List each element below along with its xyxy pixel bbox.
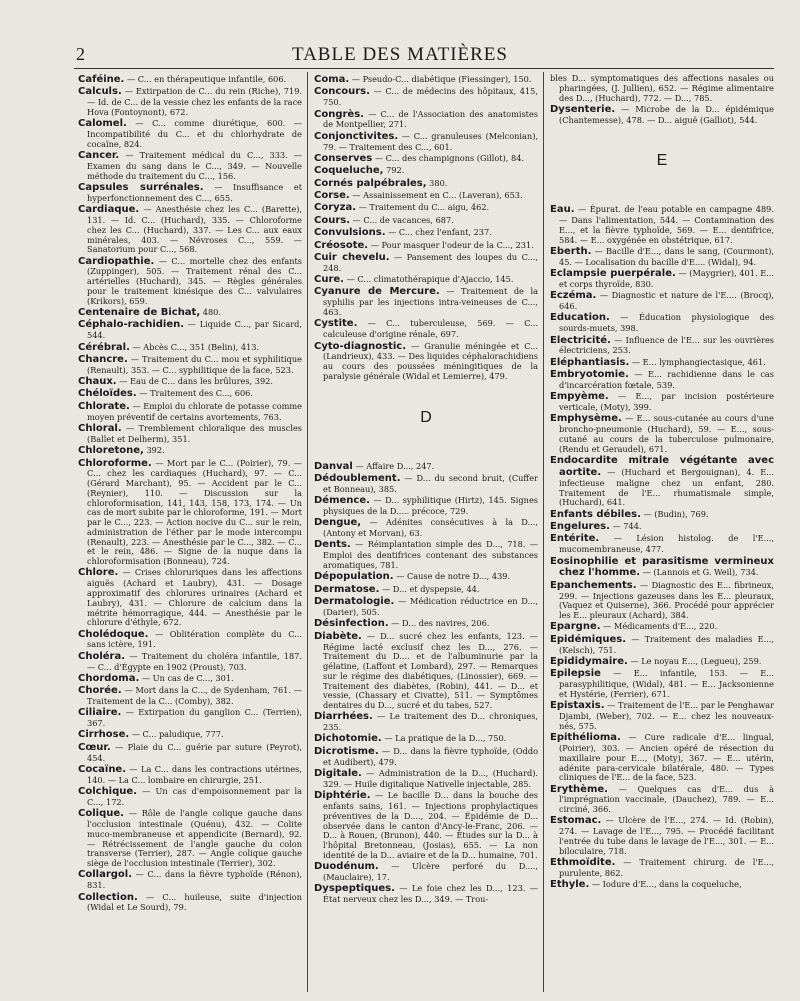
entry-keyword: Dicrotisme.: [314, 745, 379, 757]
entry-keyword: Eclampsie puerpérale.: [550, 268, 676, 280]
entry-keyword: Démence.: [314, 495, 370, 507]
index-entry: [550, 268, 774, 290]
index-entry: [314, 746, 538, 768]
entry-keyword: Ethyle.: [550, 879, 590, 891]
index-entry: [314, 227, 538, 239]
entry-keyword: Cocaïne.: [78, 764, 127, 776]
entry-text: — C... chez l'enfant, 237.: [388, 227, 492, 238]
entry-keyword: Concours.: [314, 86, 370, 98]
index-entry: [314, 631, 538, 711]
entry-text: — Diagnostic et nature de l'E.... (Brocq), 646.: [559, 290, 774, 312]
index-entry: [78, 182, 302, 204]
entry-keyword: Conjonctivites.: [314, 130, 399, 142]
entry-text: 380.: [429, 177, 448, 188]
index-entry: [314, 711, 538, 733]
entry-text: — Traitement chirurg. de l'E..., purulente, 862.: [559, 857, 774, 878]
entry-keyword: Colique.: [78, 808, 124, 820]
index-entry: [314, 473, 538, 495]
entry-text: — Microbe de la D... épidémique (Chantemesse), 478. — D... aiguë (Galliot), 544.: [559, 103, 774, 125]
entry-text: bles D... symptomatiques des affections nasales ou pharingées, (J. Jullien), 652. — Régime alimentaire des D..., (Huchard), 772. — D..., 785.: [550, 74, 774, 103]
index-entry: [550, 732, 774, 783]
index-entry: [550, 74, 774, 103]
index-entry: [314, 202, 538, 214]
entry-keyword: Calculs.: [78, 86, 122, 98]
entry-text: — Tremblement chloralique des muscles (Ballet et Delherm), 351.: [87, 422, 302, 444]
entry-text: — Diagnostic des E... fibrineux, 299. — Injections gazeuses dans les E... pleuraux, (Vaquez et Quiserne), 366. Procédé pour apprécier les E... pleuraux (Achard), 384.: [559, 579, 774, 621]
section-letter: D: [420, 408, 432, 426]
entry-text: — C... tuberculeuse, 569. — C... calculeuse d'origine rénale, 697.: [323, 318, 538, 340]
index-entry: [314, 190, 538, 202]
index-entry: [550, 369, 774, 391]
entry-text: — Pseudo-C... diabétique (Fiessinger), 150.: [351, 74, 532, 84]
entry-text: — Affaire D..., 247.: [355, 460, 435, 471]
index-entry: [314, 584, 538, 596]
entry-text: — Mort dans la C..., de Sydenham, 761. — Traitement de la C... (Comby), 382.: [87, 685, 302, 707]
index-entry: [550, 455, 774, 508]
entry-text: — C... granuleuses (Melconian), 79. — Traitement des C..., 601.: [323, 130, 538, 152]
entry-text: — Traitement de la syphilis par les injections intra-veineuses de C..., 463.: [323, 286, 538, 318]
index-entry: [314, 883, 538, 905]
entry-text: — (Budin), 769.: [643, 508, 709, 519]
entry-keyword: Convulsions.: [314, 227, 386, 239]
index-entry: [78, 376, 302, 388]
entry-text: — C... de vacances, 687.: [352, 214, 454, 225]
index-entry: [314, 341, 538, 382]
index-entry: [78, 445, 302, 457]
index-entry: [550, 246, 774, 268]
entry-keyword: Embryotomie.: [550, 369, 629, 381]
entry-text: — Extirpation de C... du rein (Riche), 719. — Id. de C... de la vessie chez les enfants de la race Hova (Fontoynont), 672.: [87, 86, 302, 118]
index-entry: [550, 391, 774, 413]
index-entry: [78, 118, 302, 149]
index-entry: [550, 634, 774, 656]
index-entry: [550, 521, 774, 533]
entry-keyword: Cuir chevelu.: [314, 251, 390, 263]
entry-text: — Abcès C..., 351 (Belin), 413.: [132, 341, 260, 352]
entry-keyword: Chordoma.: [78, 672, 140, 684]
index-entry: [314, 539, 538, 570]
entry-keyword: Chaux.: [78, 376, 117, 388]
entry-keyword: Céphalo-rachidien.: [78, 319, 185, 331]
entry-keyword: Dermatologie.: [314, 596, 395, 608]
index-entry: [78, 354, 302, 376]
entry-text: — C... des champignons (Gillot), 84.: [374, 152, 525, 163]
entry-keyword: Colchique.: [78, 786, 137, 798]
entry-keyword: Cérébral.: [78, 341, 130, 353]
index-entry: [78, 204, 302, 255]
entry-text: — E... sous-cutanée au cours d'une broncho-pneumonie (Huchard), 59. — E..., sous-cutané au cours de la tuberculose pulmonaire, (Rendu et Geraudel), 671.: [559, 413, 774, 454]
entry-keyword: Entérite.: [550, 533, 600, 545]
entry-text: — C... comme diurétique, 600. — Incompatibilité du C... et du chlorhydrate de cocaïne, 824.: [87, 118, 302, 149]
entry-text: — Iodure d'E..., dans la coqueluche,: [591, 879, 742, 890]
entry-keyword: Chloral.: [78, 422, 122, 434]
entry-text: — C... dans la fièvre typhoïde (Rénon), 831.: [87, 869, 302, 891]
entry-text: — C... paludique, 777.: [131, 729, 224, 740]
entry-keyword: Epididymaire.: [550, 655, 628, 667]
entry-keyword: Education.: [550, 312, 610, 324]
entry-keyword: Chloretone,: [78, 445, 144, 457]
entry-text: — Traitement du C... aigu, 462.: [358, 202, 490, 213]
index-entry: [314, 861, 538, 883]
index-entry: [314, 153, 538, 165]
entry-keyword: Cancer.: [78, 150, 120, 162]
entry-keyword: Cardiaque.: [78, 204, 140, 216]
entry-text: — Éducation physiologique des sourds-muets, 398.: [559, 312, 774, 334]
index-entry: [314, 571, 538, 583]
index-entry: [550, 879, 774, 891]
entry-text: — Adénites consécutives à la D..., (Antony et Morvan), 63.: [323, 517, 538, 539]
entry-keyword: Conserves: [314, 152, 373, 164]
entry-keyword: Cyto-diagnostic.: [314, 340, 407, 352]
entry-keyword: Cholédoque.: [78, 628, 149, 640]
entry-keyword: Cyanure de Mercure.: [314, 286, 440, 298]
index-entry: [550, 290, 774, 312]
entry-text: — Un cas d'empoisonnement par la C..., 172.: [87, 786, 302, 808]
entry-keyword: Dépopulation.: [314, 571, 394, 583]
entry-text: — Insuffisance et hyperfonctionnement des C..., 655.: [87, 182, 302, 203]
index-entry: [550, 204, 774, 245]
entry-keyword: Diarrhées.: [314, 711, 373, 723]
entry-text: — C... de médecins des hôpitaux, 415, 750.: [323, 86, 538, 108]
index-entry: [550, 312, 774, 334]
entry-text: — Un cas de C..., 301.: [141, 672, 234, 683]
index-entry: [78, 707, 302, 729]
entry-keyword: Coqueluche,: [314, 165, 384, 177]
entry-text: — Extirpation du ganglion C... (Terrien), 367.: [87, 707, 302, 729]
index-entry: [314, 252, 538, 274]
entry-text: — D... syphilitique (Hirtz), 145. Signes physiques de la D..... précoce, 729.: [323, 495, 538, 517]
entry-text: — D... dans la fièvre typhoïde, (Oddo et Audibert), 479.: [323, 745, 538, 767]
entry-text: — Oblitération complète du C... sans ictère, 191.: [87, 628, 302, 650]
entry-keyword: Coma.: [314, 74, 350, 85]
entry-keyword: Ciliaire.: [78, 707, 122, 719]
entry-text: — Rôle de l'angle colique gauche dans l'occlusion intestinale (Quénu), 432. — Colite muco-membraneuse et appendicite (Bernard), 92. — Rétrécissement de l'angle gauche du colon transverse (Terrier), 287. — Angle colique gauche siège de l'occlusion intestinale (Terrier), 302.: [87, 808, 302, 869]
index-entry: [78, 764, 302, 786]
entry-keyword: Chlorate.: [78, 400, 130, 412]
entry-text: — D... sucré chez les enfants, 123. — Régime lacté exclusif chez les D..., 276. — Traitement du D.... et de l'albuminurie par la gélatine, (Laffont et Lombard), 297. — Remarques sur le régime des diabétiques, (Linossier), 669. — Traitement des diabètes, (Robin), 441. — D... et vessie, (Chassary et Civatte), 511. — Symptômes dentaires du D..., sucré et du tabes, 527.: [323, 630, 538, 711]
entry-keyword: Centenaire de Bichat,: [78, 306, 201, 318]
entry-text: — Cause de notre D..., 439.: [396, 571, 511, 582]
entry-keyword: Choléra.: [78, 650, 126, 662]
entry-text: — 744.: [612, 520, 642, 531]
entry-text: — Eau de C... dans les brûlures, 392.: [119, 376, 273, 387]
entry-text: — Pour masquer l'odeur de la C..., 231.: [370, 239, 534, 250]
entry-text: — La pratique de la D..., 750.: [384, 733, 507, 744]
entry-text: 480.: [202, 306, 221, 317]
entry-text: — Quelques cas d'E... dus à l'imprégnation vaccinale, (Dauchez), 789. — E... circiné, 366.: [559, 783, 774, 815]
index-entry: [78, 786, 302, 808]
entry-keyword: Cœur.: [78, 741, 111, 753]
index-entry: [314, 733, 538, 745]
index-entry: [314, 790, 538, 860]
index-entry: [78, 74, 302, 86]
index-entry: [314, 461, 538, 473]
entry-text: — Traitement de l'E... par le Penghawar Djambi, (Weber), 702. — E... chez les nouveaux-nés, 575.: [559, 700, 774, 731]
entry-text: — Le traitement des D... chroniques, 235.: [323, 711, 538, 733]
entry-keyword: Chorée.: [78, 685, 122, 697]
index-entry: [550, 656, 774, 668]
column-divider: [307, 72, 308, 992]
entry-keyword: Eosinophilie et parasitisme vermineux chez l'homme.: [550, 555, 774, 579]
index-entry: [78, 742, 302, 764]
index-entry: [550, 700, 774, 731]
entry-text: — C... huileuse, suite d'injection (Widal et Le Sourd), 79.: [87, 891, 302, 913]
entry-text: — C... de l'Association des anatomistes de Montpellier, 271.: [323, 108, 538, 130]
entry-keyword: Diabète.: [314, 630, 362, 642]
index-entry: [78, 388, 302, 400]
index-entry: [78, 629, 302, 651]
entry-keyword: Cardiopathie.: [78, 255, 155, 267]
entry-text: — Traitement du choléra infantile, 187. — C... d'Égypte en 1902 (Proust), 703.: [87, 650, 302, 672]
entry-keyword: Digitale.: [314, 767, 362, 779]
index-entry: [78, 256, 302, 307]
entry-keyword: Cure.: [314, 274, 344, 286]
index-entry: [314, 768, 538, 790]
entry-keyword: Collargol.: [78, 869, 132, 881]
entry-text: — Traitement des C..., 606.: [139, 388, 253, 399]
entry-text: — Le foie chez les D..., 123. — État nerveux chez les D..., 349. — Trou-: [323, 883, 538, 905]
index-entry: [78, 319, 302, 341]
index-entry: [78, 307, 302, 319]
entry-keyword: Epargne.: [550, 621, 601, 633]
index-entry: [314, 165, 538, 177]
entry-text: — C... en thérapeutique infantile, 606.: [126, 74, 287, 84]
index-entry: [314, 618, 538, 630]
entry-text: — Le bacille D... dans la bouche des enfants sains, 161. — Injections prophylactiques préventives de la D...., 204. — Épidémie de D... observée dans le canton d'Ancy-le-Franc, 206. — D... à Rouen, (Brunon), 440. — Études sur la D... à l'hôpital Bretonneau, (Josias), 655. — La non identité de la D... aviaire et de la D... humaine, 701.: [323, 790, 538, 860]
entry-keyword: Congrès.: [314, 108, 364, 120]
entry-keyword: Estomac.: [550, 815, 602, 827]
entry-text: — Liquide C..., par Sicard, 544.: [87, 319, 302, 341]
entry-text: — Médicaments d'E..., 220.: [603, 621, 718, 632]
entry-text: — Influence de l'E... sur les ouvrières électriciens, 253.: [559, 334, 774, 356]
index-entry: [550, 509, 774, 521]
entry-keyword: Cirrhose.: [78, 729, 130, 741]
index-entry: [78, 729, 302, 741]
index-entry: [78, 423, 302, 445]
entry-text: — Cure radicale d'E... lingual, (Poirier), 303. — Ancien opéré de résection du maxillaire pour E..., (Moty), 367. — E... utérin, adénite para-cervicale bilatérale, 480. — Types cliniques de l'E... de la face, 523.: [559, 732, 774, 783]
entry-text: — Emploi du chlorate de potasse comme moyen préventif de certains avortements, 763.: [87, 400, 302, 422]
entry-keyword: Chloroforme.: [78, 457, 152, 469]
entry-text: — Administration de la D..., (Huchard). 329. — Huile digitalique Nativelle injectable, 285.: [323, 767, 538, 789]
entry-text: — Épurat. de l'eau potable en campagne 489. — Dans l'alimentation, 544. — Contamination des E..., et la fièvre typhoïde, 569. — E... dentifrice, 584. — E... oxygénée en obstétrique, 617.: [559, 204, 774, 245]
entry-keyword: Chancre.: [78, 353, 128, 365]
entry-keyword: Dédoublement.: [314, 473, 401, 485]
index-entry: [78, 458, 302, 567]
index-entry: [314, 495, 538, 517]
page-title: TABLE DES MATIÈRES: [292, 44, 508, 65]
entry-text: — Lésion histolog. de l'E..., mucomembraneuse, 477.: [559, 533, 774, 555]
index-entry: [550, 357, 774, 369]
index-entry: [550, 104, 774, 126]
index-entry: [550, 533, 774, 555]
entry-text: 392.: [146, 445, 165, 456]
entry-text: — Anesthésie chez les C... (Barette), 131. — Id. C... (Huchard), 335. — Chloroforme chez les C... (Huchard), 337. — Les C... aux eaux minérales, 403. — Névroses C..., 559. — Sanatorium pour C..., 568.: [87, 204, 302, 255]
entry-text: — Traitement des maladies E..., (Kelsch), 751.: [559, 633, 774, 655]
entry-keyword: Diphtérie.: [314, 790, 371, 802]
index-column-3: [550, 74, 774, 994]
entry-keyword: Dysenterie.: [550, 103, 616, 115]
page-header: [0, 38, 800, 68]
entry-keyword: Epilepsie: [550, 668, 601, 680]
index-entry: [314, 318, 538, 340]
index-entry: [314, 131, 538, 153]
index-column-1: [78, 74, 302, 994]
entry-keyword: Eczéma.: [550, 290, 597, 302]
index-entry: [78, 808, 302, 869]
index-entry: [550, 668, 774, 699]
index-entry: [314, 517, 538, 539]
entry-text: — E..., par incision postérieure verticale, (Moty), 399.: [559, 391, 774, 413]
entry-keyword: Enfants débiles.: [550, 508, 641, 520]
index-entry: [78, 869, 302, 891]
entry-keyword: Calomel.: [78, 118, 127, 130]
entry-text: — Assainissement en C... (Laveran), 653.: [352, 189, 523, 200]
entry-text: — Médication réductrice en D..., (Darier), 505.: [323, 596, 538, 618]
entry-keyword: Emphysème.: [550, 413, 622, 425]
index-entry: [314, 286, 538, 317]
entry-keyword: Epidémiques.: [550, 633, 627, 645]
entry-text: — E... rachidienne dans le cas d'incarcération fœtale, 539.: [559, 369, 774, 391]
entry-keyword: Epithélioma.: [550, 732, 621, 744]
index-entry: [78, 86, 302, 117]
entry-text: — Le noyau E..., (Legueu), 259.: [630, 655, 762, 666]
entry-text: — D... du second bruit, (Cuffer et Bonneau), 385.: [323, 473, 538, 494]
index-entry: [550, 815, 774, 856]
entry-text: — E... lymphangiectasique, 461.: [631, 356, 766, 367]
index-entry: [550, 335, 774, 357]
entry-keyword: Créosote.: [314, 239, 369, 251]
entry-keyword: Cornés palpébrales,: [314, 177, 427, 189]
entry-text: — (Maygrier), 401. E... et corps thyroïde, 830.: [559, 268, 774, 290]
header-rule: [74, 68, 774, 69]
section-letter: E: [656, 152, 668, 170]
entry-keyword: Chlore.: [78, 567, 119, 579]
index-entry: [314, 274, 538, 286]
entry-keyword: Coryza.: [314, 202, 357, 214]
index-entry: [78, 150, 302, 181]
entry-keyword: Empyème.: [550, 391, 609, 403]
index-entry: [314, 215, 538, 227]
entry-keyword: Eberth.: [550, 246, 592, 258]
entry-text: — Bacille d'E..., dans le sang, (Courmont), 45. — Localisation du bacille d'E.... (Widal), 94.: [559, 246, 774, 267]
entry-text: — Crises chloruriques dans les affections aiguës (Achard et Laubry), 431. — Dosage approximatif des chlorures urinaires (Achard et Laubry), 431. — Chlorure de calcium dans la métrite hémorragique, 444. — Anesthésie par le chlorure d'éthyle, 672.: [87, 567, 302, 628]
entry-text: — C... climatothérapique d'Ajaccio, 145.: [346, 274, 514, 285]
index-entry: [78, 673, 302, 685]
index-entry: [78, 567, 302, 628]
entry-keyword: Danval: [314, 460, 353, 472]
index-entry: [314, 74, 538, 86]
index-column-2: [314, 74, 538, 994]
index-entry: [314, 86, 538, 108]
entry-keyword: Ethmoïdite.: [550, 857, 616, 869]
entry-keyword: Caféine.: [78, 74, 125, 85]
index-entry: [78, 651, 302, 673]
entry-keyword: Dichotomie.: [314, 733, 382, 745]
index-entry: [550, 413, 774, 454]
entry-text: — E... infantile, 153. — E... parasyphilitique, (Widal), 481. — E... Jacksonienne et Hystérie, (Ferrier), 671.: [559, 668, 774, 699]
entry-text: 792.: [386, 165, 405, 176]
entry-keyword: Epistaxis.: [550, 700, 605, 712]
index-entry: [78, 401, 302, 423]
index-entry: [314, 240, 538, 252]
entry-text: — Granulie méningée et C... (Landrieux), 433. — Des liquides céphalorachidiens au cours des poussées méningitiques de la paralysie générale (Widal et Lemierre), 479.: [323, 340, 538, 381]
entry-keyword: Cystite.: [314, 318, 358, 330]
column-divider: [543, 72, 544, 992]
entry-text: — C... mortelle chez des enfants (Zuppinger), 505. — Traitement rénal des C... artérielles (Huchard), 345. — Règles générales pour le traitement kinésique des C... valvulaires (Krikors), 659.: [87, 255, 302, 306]
entry-keyword: Engelures.: [550, 520, 610, 532]
index-entry: [78, 892, 302, 914]
entry-text: — Mort par le C... (Poirier), 79. — C... chez les cardiaques (Huchard), 97. — C... (Gérard Marchant), 95. — Accident par le C... (Reynier), 110. — Discussion sur la chloroformisation, 141, 143, 158, 173, 174. — Un cas de mort subite par le chloroforme, 191. — Mort par le C..., 223. — Action nocive du C... sur le rein, administration de l'éther par le mode intercompu (Renault), 223. — Anesthésie par le C..., 382. — C... et le rein, 486. — Signe de la nuque dans la chloroformisation (Bonneau), 724.: [87, 457, 302, 567]
entry-keyword: Dents.: [314, 539, 351, 551]
entry-text: — (Huchard et Bergouignan), 4. E... infectieuse maligne chez un enfant, 280. Traitement de l'E... rhumatismale simple, (Huchard), 641.: [559, 466, 774, 508]
entry-keyword: Electricité.: [550, 334, 611, 346]
index-entry: [550, 580, 774, 621]
entry-text: — Ulcère de l'E..., 274. — Id. (Robin), 274. — Lavage de l'E..., 795. — Procédé facilitant l'entrée du tube dans le lavage de l'E..., 301. — E... biloculaire, 718.: [559, 815, 774, 856]
entry-text: — Plaie du C... guérie par suture (Peyrot), 454.: [87, 741, 302, 763]
entry-keyword: Erythème.: [550, 783, 608, 795]
entry-keyword: Chéloïdes.: [78, 388, 137, 400]
entry-keyword: Corse.: [314, 189, 350, 201]
index-entry: [314, 596, 538, 618]
entry-keyword: Eau.: [550, 204, 575, 216]
index-entry: [78, 685, 302, 707]
index-entry: [314, 109, 538, 131]
entry-keyword: Epanchements.: [550, 579, 637, 591]
entry-keyword: Endocardite mitrale végétante avec aortite.: [550, 455, 774, 478]
index-entry: [78, 342, 302, 354]
index-entry: [314, 178, 538, 190]
page-number: 2: [76, 44, 85, 64]
index-entry: [550, 556, 774, 580]
entry-keyword: Duodénum.: [314, 861, 379, 872]
entry-keyword: Capsules surrénales.: [78, 182, 204, 194]
entry-keyword: Dyspeptiques.: [314, 883, 395, 895]
index-entry: [550, 621, 774, 633]
index-entry: [550, 857, 774, 879]
entry-keyword: Désinfection.: [314, 618, 389, 630]
index-entry: [550, 784, 774, 815]
entry-text: — D... des navires, 206.: [391, 618, 490, 629]
entry-text: — La C... dans les contractions utérines, 140. — La C... lombaire en chirurgie, 251.: [87, 764, 302, 785]
entry-text: — Traitement médical du C..., 333. — Examen du sang dans le C..., 349. — Nouvelle méthode du traitement du C..., 156.: [87, 150, 302, 181]
entry-text: — Réimplantation simple des D..., 718. — Emploi des dentifrices contenant des substances aromatiques, 781.: [323, 539, 538, 571]
entry-text: — D... et dyspepsie, 44.: [381, 583, 480, 594]
entry-text: — Ulcère perforé du D...., (Mauclaire), 17.: [323, 861, 538, 882]
entry-text: — Traitement du C... mou et syphilitique (Renault), 353. — C... syphilitique de la face, 523.: [87, 353, 302, 375]
entry-keyword: Cours.: [314, 214, 351, 226]
entry-keyword: Collection.: [78, 891, 138, 903]
entry-keyword: Eléphantiasis.: [550, 356, 630, 368]
entry-keyword: Dengue,: [314, 517, 362, 529]
entry-text: — Pansement des loupes du C..., 248.: [323, 251, 538, 273]
entry-keyword: Dermatose.: [314, 583, 380, 595]
entry-text: — (Lannois et G. Weil), 734.: [642, 567, 759, 578]
